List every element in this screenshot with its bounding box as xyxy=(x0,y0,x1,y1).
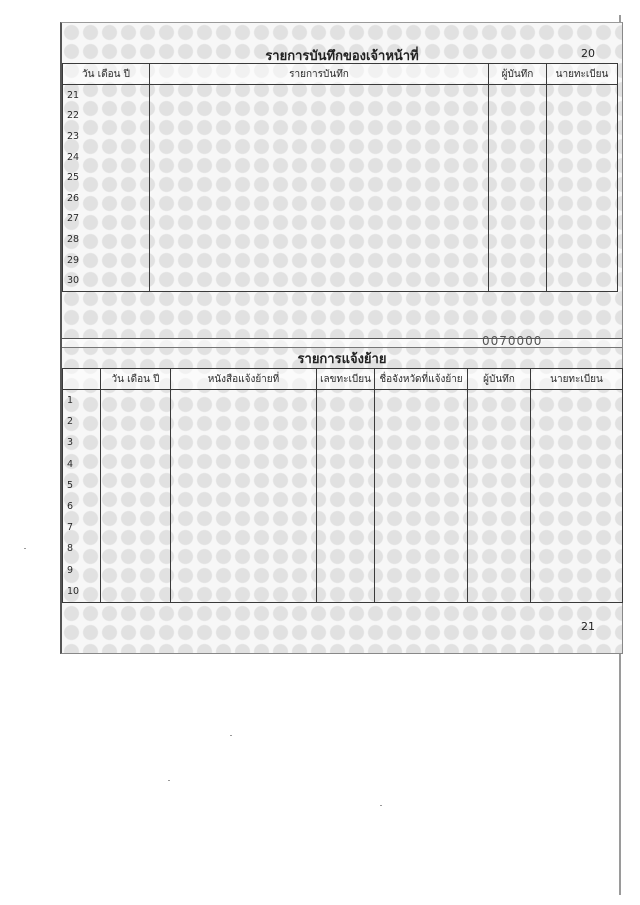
column-header-date: วัน เดือน ปี xyxy=(101,369,171,390)
entry-cell xyxy=(150,126,489,147)
table-header-row xyxy=(63,369,623,390)
officer-record-table xyxy=(62,63,618,292)
registrar-cell xyxy=(547,229,618,250)
column-header-province: ชื่อจังหวัดที่แจ้งย้าย xyxy=(375,369,468,390)
column-header-registration-number: เลขทะเบียน xyxy=(317,369,375,390)
row-number: 3 xyxy=(63,432,101,453)
table-row xyxy=(63,475,623,496)
scan-speck xyxy=(24,548,26,549)
row-number: 7 xyxy=(63,517,101,538)
recorder-cell xyxy=(489,250,547,271)
table-row xyxy=(63,454,623,475)
row-number: 21 xyxy=(63,85,150,106)
document-code: 0070000 xyxy=(482,334,543,348)
table-row xyxy=(63,496,623,517)
column-header-date: วัน เดือน ปี xyxy=(63,64,150,85)
column-header-number xyxy=(63,369,101,390)
row-number: 22 xyxy=(63,106,150,127)
table-row xyxy=(63,209,618,230)
table-row xyxy=(63,517,623,538)
registrar-cell xyxy=(547,147,618,168)
table-row xyxy=(63,106,618,127)
table-row xyxy=(63,581,623,603)
registrar-cell xyxy=(547,126,618,147)
entry-cell xyxy=(150,229,489,250)
entry-cell xyxy=(150,147,489,168)
recorder-cell xyxy=(489,188,547,209)
table-header-row xyxy=(63,64,618,85)
registrar-cell xyxy=(547,209,618,230)
table-row xyxy=(63,390,623,412)
table-row xyxy=(63,147,618,168)
recorder-cell xyxy=(489,126,547,147)
registrar-cell xyxy=(547,188,618,209)
registrar-cell xyxy=(547,85,618,106)
recorder-cell xyxy=(489,147,547,168)
page-number-top: 20 xyxy=(581,47,595,60)
registrar-cell xyxy=(547,250,618,271)
table-row xyxy=(63,167,618,188)
scan-speck xyxy=(168,780,170,781)
column-header-recorder: ผู้บันทึก xyxy=(468,369,531,390)
recorder-cell xyxy=(489,209,547,230)
registrar-cell xyxy=(547,270,618,291)
row-number: 5 xyxy=(63,475,101,496)
row-number: 8 xyxy=(63,538,101,559)
row-number: 26 xyxy=(63,188,150,209)
row-number: 2 xyxy=(63,411,101,432)
table-row xyxy=(63,411,623,432)
recorder-cell xyxy=(489,85,547,106)
registrar-cell xyxy=(547,106,618,127)
row-number: 30 xyxy=(63,270,150,291)
registrar-cell xyxy=(547,167,618,188)
table-row xyxy=(63,229,618,250)
officer-record-section xyxy=(60,22,623,341)
column-header-entry: รายการบันทึก xyxy=(150,64,489,85)
table-row xyxy=(63,126,618,147)
entry-cell xyxy=(150,167,489,188)
row-number: 1 xyxy=(63,390,101,412)
row-number: 25 xyxy=(63,167,150,188)
row-number: 10 xyxy=(63,581,101,603)
entry-cell xyxy=(150,250,489,271)
recorder-cell xyxy=(489,270,547,291)
recorder-cell xyxy=(489,229,547,250)
row-number: 4 xyxy=(63,454,101,475)
row-number: 29 xyxy=(63,250,150,271)
officer-record-title: รายการบันทึกของเจ้าหน้าที่ xyxy=(265,49,419,64)
table-row xyxy=(63,432,623,453)
column-header-recorder: ผู้บันทึก xyxy=(489,64,547,85)
row-number: 24 xyxy=(63,147,150,168)
entry-cell xyxy=(150,209,489,230)
entry-cell xyxy=(150,85,489,106)
row-number: 6 xyxy=(63,496,101,517)
column-header-relocation-letter: หนังสือแจ้งย้ายที่ xyxy=(171,369,317,390)
table-row xyxy=(63,270,618,291)
entry-cell xyxy=(150,270,489,291)
table-row xyxy=(63,560,623,581)
relocation-record-section xyxy=(60,334,623,654)
relocation-record-title: รายการแจ้งย้าย xyxy=(297,352,387,367)
table-row xyxy=(63,250,618,271)
row-number: 23 xyxy=(63,126,150,147)
scan-speck xyxy=(230,735,232,736)
table-row xyxy=(63,538,623,559)
table-row xyxy=(63,85,618,106)
page-number-bottom: 21 xyxy=(581,620,595,633)
row-number: 9 xyxy=(63,560,101,581)
table-row xyxy=(63,188,618,209)
relocation-record-table xyxy=(62,368,623,603)
recorder-cell xyxy=(489,106,547,127)
entry-cell xyxy=(150,106,489,127)
column-header-registrar: นายทะเบียน xyxy=(531,369,623,390)
recorder-cell xyxy=(489,167,547,188)
row-number: 27 xyxy=(63,209,150,230)
scan-speck xyxy=(380,805,382,806)
entry-cell xyxy=(150,188,489,209)
row-number: 28 xyxy=(63,229,150,250)
column-header-registrar: นายทะเบียน xyxy=(547,64,618,85)
